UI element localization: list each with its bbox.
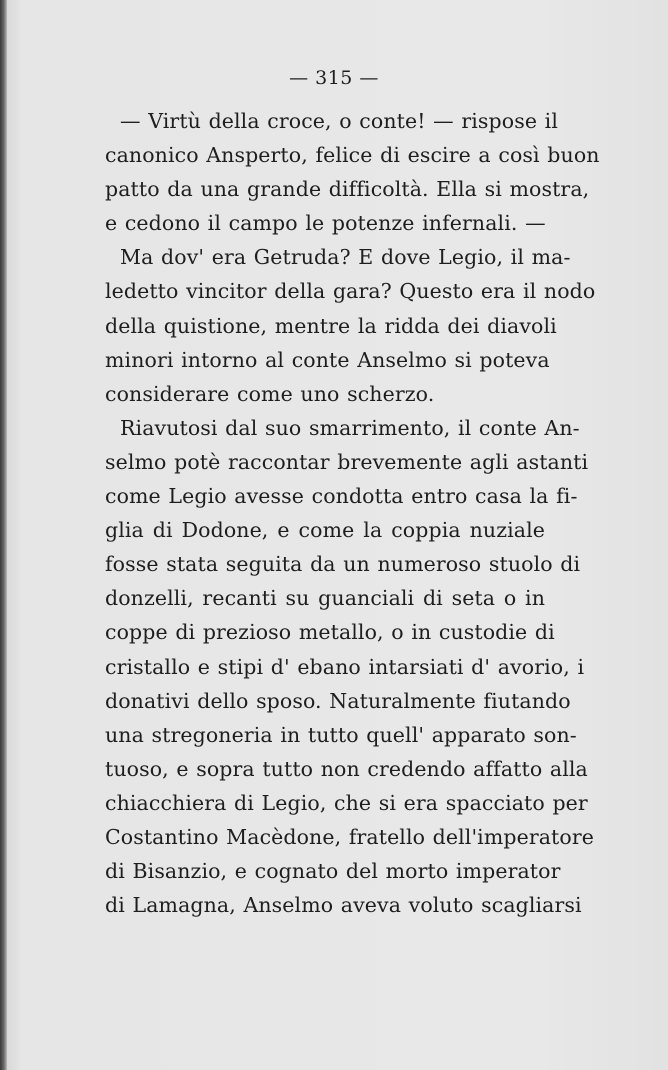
text-line: ledetto vincitor della gara? Questo era il nodo [105, 279, 596, 304]
text-line: Riavutosi dal suo smarrimento, il conte An- [120, 415, 580, 440]
text-line: patto da una grande difficoltà. Ella si mostra, [105, 177, 590, 202]
text-line: minori intorno al conte Anselmo si poteva [105, 347, 550, 372]
text-line: Ma dov' era Getruda? E dove Legio, il ma- [120, 245, 571, 270]
page-number: — 315 — [289, 67, 379, 89]
text-line: canonico Ansperto, felice di escire a così buon [105, 143, 600, 168]
text-line: fosse stata seguita da un numeroso stuolo di [105, 552, 581, 577]
text-line: e cedono il campo le potenze infernali. — [105, 211, 546, 236]
text-line: della quistione, mentre la ridda dei diavoli [105, 313, 557, 338]
text-line: chiacchiera di Legio, che si era spacciato per [105, 790, 588, 815]
text-line: cristallo e stipi d' ebano intarsiati d' avorio, i [105, 654, 585, 679]
text-line: considerare come uno scherzo. [105, 381, 435, 406]
text-line: come Legio avesse condotta entro casa la fi- [105, 484, 578, 509]
text-line: glia di Dodone, e come la coppia nuziale [105, 518, 545, 543]
text-line: una stregoneria in tutto quell' apparato son- [105, 722, 577, 747]
text-line: donzelli, recanti su guanciali di seta o in [105, 586, 545, 611]
text-line: coppe di prezioso metallo, o in custodie di [105, 620, 555, 645]
text-line: tuoso, e sopra tutto non credendo affatto alla [105, 756, 588, 781]
text-line: di Lamagna, Anselmo aveva voluto scagliarsi [105, 893, 582, 918]
text-line: — Virtù della croce, o conte! — rispose il [120, 109, 558, 133]
text-line: di Bisanzio, e cognato del morto imperator [105, 859, 561, 884]
text-line: selmo potè raccontar brevemente agli astanti [105, 449, 589, 474]
body-text [105, 104, 600, 922]
text-line: donativi dello sposo. Naturalmente fiutando [105, 688, 571, 713]
text-line: Costantino Macèdone, fratello dell'imperatore [105, 824, 594, 849]
page-gutter-shadow [0, 0, 7, 1070]
